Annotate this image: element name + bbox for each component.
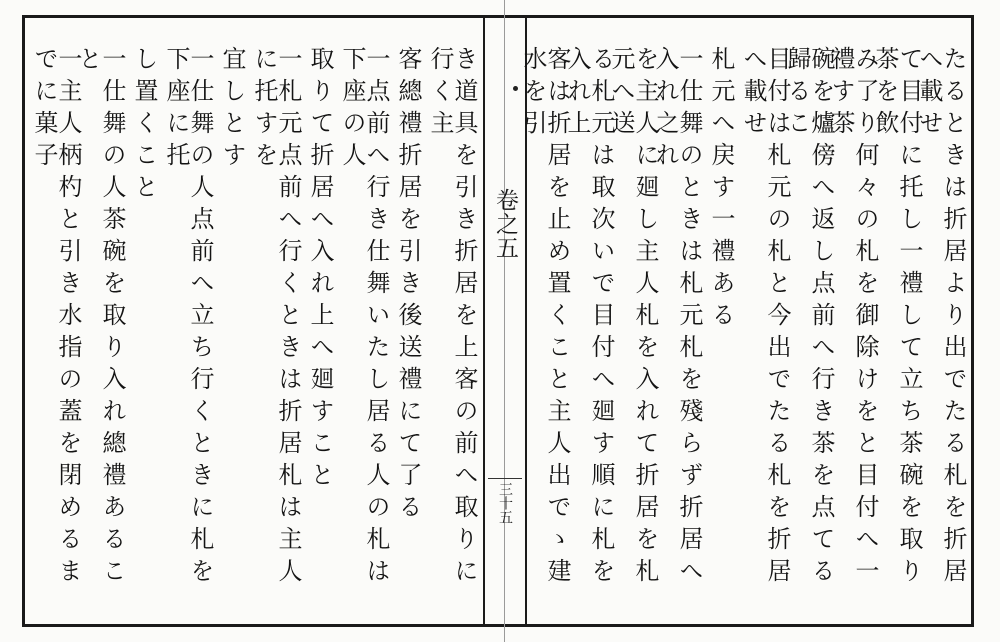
- text-column: 客は折居を止め置くこと主人出でゝ建水を引: [519, 46, 571, 590]
- text-column: 札元へ戻す一禮ある: [707, 46, 735, 334]
- text-column: 一点前へ行き仕舞いたし居る人の札は下座の人: [338, 46, 390, 590]
- text-column: る札元は取次いで目付へ廻す順に札を入れ上: [563, 46, 615, 590]
- text-column: たるときは折居より出でたる札を折居へ載せ: [915, 46, 967, 590]
- text-column: き道具を引き折居を上客の前へ取りに行く主: [426, 46, 478, 590]
- binding-fold: [504, 0, 505, 642]
- text-column: み了り何々の札を御除けをと目付へ一禮す茶: [827, 46, 879, 590]
- text-column: 一仕舞の人茶碗を取り入れ總禮あること: [74, 46, 126, 590]
- gutter-rule-left: [483, 15, 485, 627]
- text-column: 一仕舞のときは札元札を殘らず折居へ入れ之れ: [651, 46, 703, 590]
- text-column: て目付に托し一禮して立ち茶碗を取り茶を飲: [871, 46, 923, 590]
- text-column: を主人に廻し主人札を入れて折居を札元へ送: [607, 46, 659, 590]
- text-column: 取りて折居へ入れ上へ廻すこと: [306, 46, 334, 494]
- text-column: 一札元点前へ行くときは折居札は主人に托すを: [250, 46, 302, 590]
- text-column: 宜しとす: [218, 46, 246, 174]
- volume-title: 卷之五: [492, 188, 518, 260]
- text-column: し置くこと: [130, 46, 158, 206]
- text-column: 目付は札元の札と今出でたる札を折居へ載せ: [739, 46, 791, 590]
- text-column: 客總禮折居を引き後送禮にて了る: [394, 46, 422, 526]
- text-column: 碗を爐傍へ返し点前へ行き茶を点てる歸るこ: [783, 46, 835, 590]
- text-column: 一仕舞の人点前へ立ち行くときに札を下座に托: [162, 46, 214, 590]
- text-column: 一主人柄杓と引き水指の蓋を閉めるまでに菓子: [30, 46, 82, 590]
- gutter-mark: [513, 86, 518, 91]
- folio-rule: [488, 478, 522, 479]
- right-page-text: [519, 46, 967, 606]
- left-page-text: [30, 46, 478, 606]
- page-number: 三十五: [497, 482, 513, 524]
